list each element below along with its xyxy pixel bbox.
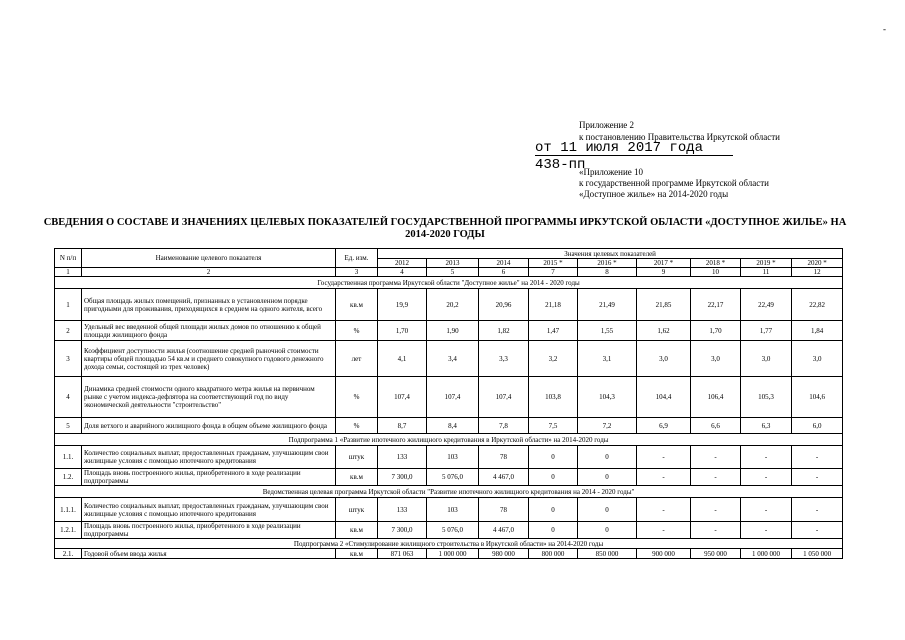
value-cell: 8,4 <box>427 418 479 434</box>
value-cell: 3,3 <box>479 341 529 377</box>
value-cell: 8,7 <box>378 418 427 434</box>
value-cell: 133 <box>378 446 427 469</box>
table-row <box>55 469 843 486</box>
column-index: 6 <box>479 268 529 277</box>
indicator-name: Площадь вновь построенного жилья, приобретенного в ходе реализации подпрограммы <box>82 522 336 539</box>
row-number: 4 <box>55 377 82 418</box>
section-title: Ведомственная целевая программа Иркутской области "Развитие ипотечного жилищного кредитования на 2014 - 2020 годы" <box>55 486 843 498</box>
value-cell: 1,47 <box>529 321 578 341</box>
value-cell: - <box>741 522 792 539</box>
value-cell: 1,90 <box>427 321 479 341</box>
value-cell: - <box>741 498 792 522</box>
value-cell: 21,18 <box>529 289 578 321</box>
col-header-name: Наименование целевого показателя <box>82 249 336 268</box>
year-header: 2017 * <box>637 259 691 268</box>
table-row <box>55 446 843 469</box>
column-index: 2 <box>82 268 336 277</box>
row-number: 1 <box>55 289 82 321</box>
appendix-10-label: «Приложение 10 <box>579 167 644 177</box>
column-index: 12 <box>792 268 843 277</box>
value-cell: 0 <box>529 498 578 522</box>
table-row <box>55 418 843 434</box>
value-cell: - <box>637 446 691 469</box>
value-cell: 0 <box>578 522 637 539</box>
value-cell: 21,85 <box>637 289 691 321</box>
value-cell: 7 300,0 <box>378 469 427 486</box>
appendix-2-label: Приложение 2 <box>579 120 635 130</box>
year-header: 2018 * <box>691 259 741 268</box>
column-index: 7 <box>529 268 578 277</box>
value-cell: 104,4 <box>637 377 691 418</box>
table-row <box>55 377 843 418</box>
value-cell: 105,3 <box>741 377 792 418</box>
document-title: СВЕДЕНИЯ О СОСТАВЕ И ЗНАЧЕНИЯХ ЦЕЛЕВЫХ ПОКАЗАТЕЛЕЙ ГОСУДАРСТВЕННОЙ ПРОГРАММЫ ИРКУТСКОЙ ОБЛАСТИ «ДОСТУПНОЕ ЖИЛЬЕ» НА 2014-2020 ГОДЫ <box>43 217 847 240</box>
col-header-num: N п/п <box>55 249 82 268</box>
value-cell: 7,2 <box>578 418 637 434</box>
section-title: Подпрограмма 1 «Развитие ипотечного жилищного кредитования в Иркутской области» на 2014-2020 годы <box>55 434 843 446</box>
value-cell: 19,9 <box>378 289 427 321</box>
table-header-row <box>55 249 843 259</box>
table-row <box>55 522 843 539</box>
value-cell: 1 050 000 <box>792 549 843 559</box>
value-cell: 5 076,0 <box>427 469 479 486</box>
value-cell: 103 <box>427 446 479 469</box>
value-cell: 0 <box>529 469 578 486</box>
indicator-name: Коэффициент доступности жилья (соотношение средней рыночной стоимости квартиры общей площадью 54 кв.м и среднего совокупного годового денежного дохода семьи, состоящей из трех человек) <box>82 341 336 377</box>
value-cell: 21,49 <box>578 289 637 321</box>
value-cell: 1,70 <box>691 321 741 341</box>
value-cell: 0 <box>529 522 578 539</box>
value-cell: 22,17 <box>691 289 741 321</box>
table-row <box>55 498 843 522</box>
value-cell: - <box>691 446 741 469</box>
value-cell: 1,82 <box>479 321 529 341</box>
year-header: 2015 * <box>529 259 578 268</box>
column-index: 8 <box>578 268 637 277</box>
table-row <box>55 289 843 321</box>
unit: кв.м <box>336 549 378 559</box>
value-cell: - <box>792 469 843 486</box>
value-cell: 3,4 <box>427 341 479 377</box>
value-cell: - <box>637 469 691 486</box>
value-cell: 850 000 <box>578 549 637 559</box>
value-cell: 104,6 <box>792 377 843 418</box>
indicator-name: Годовой объем ввода жилья <box>82 549 336 559</box>
value-cell: 6,0 <box>792 418 843 434</box>
value-cell: 800 000 <box>529 549 578 559</box>
row-number: 1.1. <box>55 446 82 469</box>
value-cell: 1 000 000 <box>427 549 479 559</box>
value-cell: 4,1 <box>378 341 427 377</box>
value-cell: 4 467,0 <box>479 469 529 486</box>
value-cell: 1,70 <box>378 321 427 341</box>
value-cell: 106,4 <box>691 377 741 418</box>
column-index: 5 <box>427 268 479 277</box>
value-cell: 980 000 <box>479 549 529 559</box>
value-cell: 3,0 <box>792 341 843 377</box>
indicator-name: Общая площадь жилых помещений, признанных в установленном порядке пригодными для проживания, приходящихся в среднем на одного жителя, всего <box>82 289 336 321</box>
unit: штук <box>336 446 378 469</box>
value-cell: - <box>792 446 843 469</box>
year-header: 2012 <box>378 259 427 268</box>
row-number: 1.2. <box>55 469 82 486</box>
value-cell: 4 467,0 <box>479 522 529 539</box>
year-header: 2020 * <box>792 259 843 268</box>
resolution-number: 438-пп <box>535 157 586 173</box>
value-cell: 104,3 <box>578 377 637 418</box>
value-cell: - <box>691 469 741 486</box>
value-cell: 103 <box>427 498 479 522</box>
year-header: 2016 * <box>578 259 637 268</box>
value-cell: 3,0 <box>741 341 792 377</box>
column-index: 9 <box>637 268 691 277</box>
margin-mark: - <box>883 24 886 34</box>
resolution-reference: к постановлению Правительства Иркутской области <box>579 132 780 142</box>
value-cell: 107,4 <box>427 377 479 418</box>
table-row <box>55 549 843 559</box>
value-cell: 1,77 <box>741 321 792 341</box>
unit: кв.м <box>336 522 378 539</box>
value-cell: 78 <box>479 446 529 469</box>
indicator-name: Доля ветхого и аварийного жилищного фонда в общем объеме жилищного фонда <box>82 418 336 434</box>
value-cell: 20,96 <box>479 289 529 321</box>
row-number: 3 <box>55 341 82 377</box>
value-cell: 3,0 <box>691 341 741 377</box>
row-number: 2.1. <box>55 549 82 559</box>
value-cell: 133 <box>378 498 427 522</box>
value-cell: 950 000 <box>691 549 741 559</box>
value-cell: 1,62 <box>637 321 691 341</box>
program-reference: к государственной программе Иркутской области «Доступное жилье» на 2014-2020 годы <box>579 178 770 199</box>
value-cell: 6,3 <box>741 418 792 434</box>
value-cell: 6,6 <box>691 418 741 434</box>
section-row <box>55 277 843 289</box>
value-cell: - <box>792 498 843 522</box>
value-cell: 0 <box>578 469 637 486</box>
unit: кв.м <box>336 469 378 486</box>
value-cell: 7 300,0 <box>378 522 427 539</box>
value-cell: 0 <box>578 446 637 469</box>
column-index: 4 <box>378 268 427 277</box>
value-cell: 5 076,0 <box>427 522 479 539</box>
column-index: 1 <box>55 268 82 277</box>
row-number: 1.2.1. <box>55 522 82 539</box>
column-index: 3 <box>336 268 378 277</box>
column-index-row <box>55 268 843 277</box>
value-cell: 1,55 <box>578 321 637 341</box>
value-cell: 6,9 <box>637 418 691 434</box>
value-cell: 22,49 <box>741 289 792 321</box>
indicator-name: Удельный вес введенной общей площади жилых домов по отношению к общей площади жилищного фонда <box>82 321 336 341</box>
column-index: 10 <box>691 268 741 277</box>
col-header-unit: Ед. изм. <box>336 249 378 268</box>
value-cell: - <box>637 522 691 539</box>
indicator-name: Площадь вновь построенного жилья, приобретенного в ходе реализации подпрограммы <box>82 469 336 486</box>
table-row <box>55 341 843 377</box>
section-title: Государственная программа Иркутской области "Доступное жилье" на 2014 - 2020 годы <box>55 277 843 289</box>
value-cell: 7,8 <box>479 418 529 434</box>
value-cell: 871 063 <box>378 549 427 559</box>
value-cell: 78 <box>479 498 529 522</box>
value-cell: 7,5 <box>529 418 578 434</box>
unit: % <box>336 377 378 418</box>
value-cell: 103,8 <box>529 377 578 418</box>
table-row <box>55 321 843 341</box>
unit: штук <box>336 498 378 522</box>
value-cell: 900 000 <box>637 549 691 559</box>
value-cell: 0 <box>529 446 578 469</box>
value-cell: 0 <box>578 498 637 522</box>
section-title: Подпрограмма 2 «Стимулирование жилищного строительства в Иркутской области» на 2014-2020 годы <box>55 539 843 549</box>
section-row <box>55 486 843 498</box>
unit: лет <box>336 341 378 377</box>
resolution-date <box>535 141 733 156</box>
row-number: 5 <box>55 418 82 434</box>
value-cell: 3,1 <box>578 341 637 377</box>
unit: кв.м <box>336 289 378 321</box>
value-cell: 107,4 <box>479 377 529 418</box>
value-cell: - <box>637 498 691 522</box>
value-cell: 1,84 <box>792 321 843 341</box>
value-cell: 22,82 <box>792 289 843 321</box>
value-cell: - <box>792 522 843 539</box>
row-number: 2 <box>55 321 82 341</box>
value-cell: 3,0 <box>637 341 691 377</box>
resolution-date-text: от 11 июля 2017 года <box>535 141 733 156</box>
year-header: 2019 * <box>741 259 792 268</box>
indicator-name: Количество социальных выплат, предоставленных гражданам, улучшающим свои жилищные условия с помощью ипотечного кредитования <box>82 498 336 522</box>
indicator-name: Количество социальных выплат, предоставленных гражданам, улучшающим свои жилищные условия с помощью ипотечного кредитования <box>82 446 336 469</box>
row-number: 1.1.1. <box>55 498 82 522</box>
value-cell: - <box>691 498 741 522</box>
col-header-values: Значения целевых показателей <box>378 249 843 259</box>
unit: % <box>336 418 378 434</box>
section-row <box>55 539 843 549</box>
value-cell: 20,2 <box>427 289 479 321</box>
value-cell: 3,2 <box>529 341 578 377</box>
unit: % <box>336 321 378 341</box>
value-cell: 1 000 000 <box>741 549 792 559</box>
value-cell: - <box>741 469 792 486</box>
indicator-name: Динамика средней стоимости одного квадратного метра жилья на первичном рынке с учетом индекса-дефлятора на соответствующий год по виду экономической деятельности "строительство" <box>82 377 336 418</box>
indicators-table-body <box>55 249 843 559</box>
section-row <box>55 434 843 446</box>
indicators-table <box>54 248 843 559</box>
value-cell: - <box>741 446 792 469</box>
year-header: 2013 <box>427 259 479 268</box>
value-cell: - <box>691 522 741 539</box>
value-cell: 107,4 <box>378 377 427 418</box>
column-index: 11 <box>741 268 792 277</box>
year-header: 2014 <box>479 259 529 268</box>
